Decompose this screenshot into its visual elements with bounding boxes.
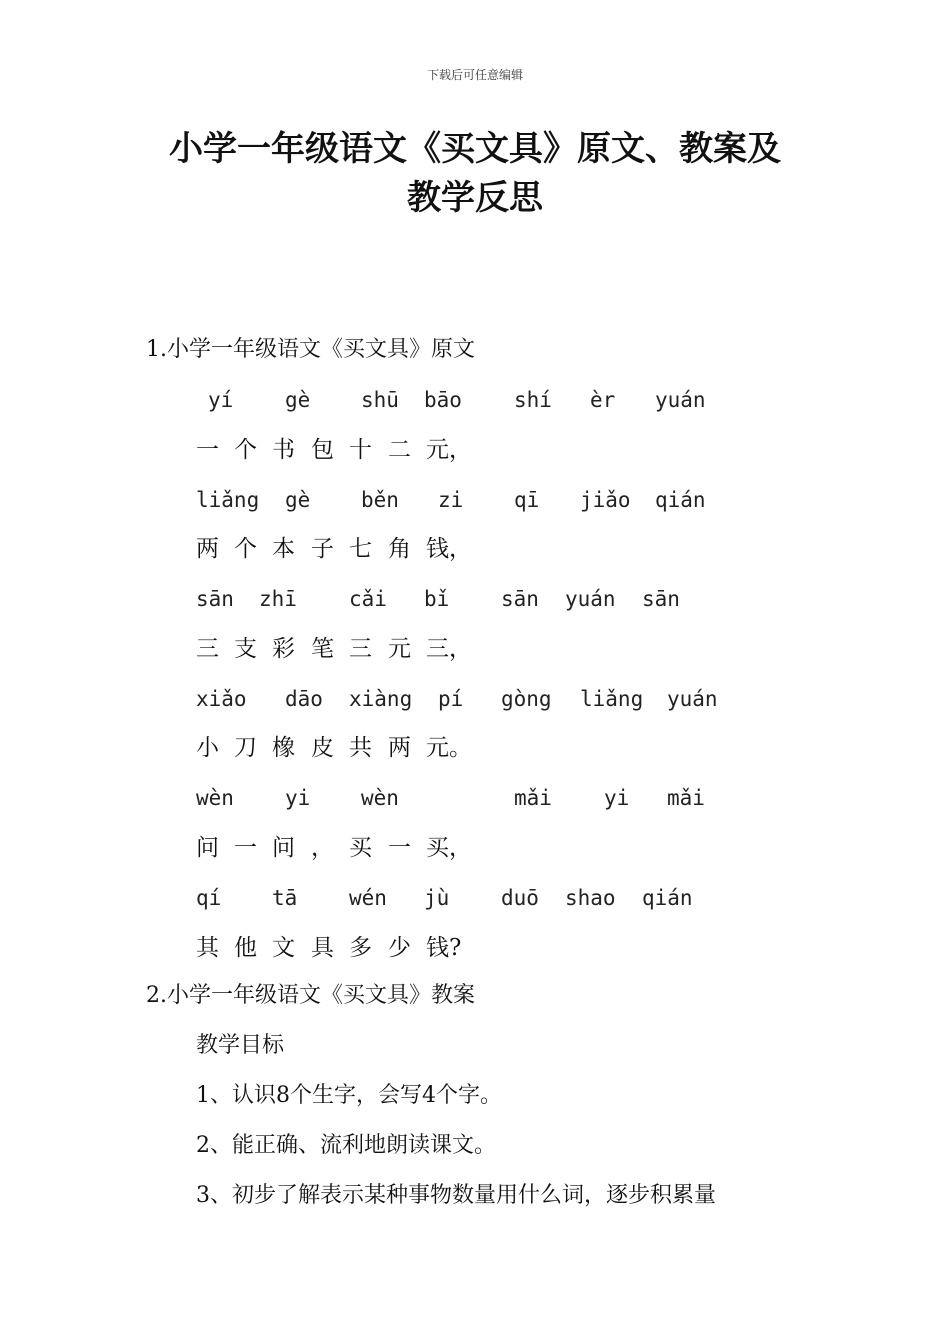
poem-character: 他 [234,935,257,961]
poem-character: 共 [349,735,372,761]
poem-character: 笔 [311,636,334,662]
document-title-line-1: 小学一年级语文《买文具》原文、教案及 [169,129,781,169]
poem-character: 支 [234,636,257,662]
pinyin-syllable: cǎi [349,587,387,611]
poem-character: 一 [234,835,257,861]
pinyin-syllable: wèn [361,786,399,810]
pinyin-syllable: zi [438,488,464,512]
poem-character: 少 [388,935,411,961]
pinyin-syllable: sān [642,587,680,611]
pinyin-syllable: zhī [259,587,297,611]
pinyin-syllable: wén [349,886,387,910]
poem-character: 元。 [426,735,472,761]
pinyin-syllable: èr [590,388,616,412]
pinyin-syllable: gè [285,488,311,512]
pinyin-syllable: shao [565,886,616,910]
goal-item: 1、认识8个生字，会写4个字。 [196,1083,502,1108]
pinyin-syllable: shí [514,388,552,412]
poem-character: 个 [234,437,257,463]
poem-character: 包 [311,437,334,463]
poem-character: 元， [426,437,472,463]
pinyin-syllable: yuán [667,687,718,711]
poem-character: 皮 [311,735,334,761]
document-title-line-2: 教学反思 [407,178,543,218]
poem-character: ， [311,835,334,861]
pinyin-syllable: gè [285,388,311,412]
poem-character: 问 [196,835,219,861]
goal-item: 2、能正确、流利地朗读课文。 [196,1133,496,1158]
pinyin-syllable: qí [196,886,222,910]
poem-character: 三 [349,636,372,662]
poem-character: 个 [234,536,257,562]
section-heading-original-text: 1.小学一年级语文《买文具》原文 [146,337,475,362]
poem-character: 书 [272,437,295,463]
pinyin-syllable: yi [604,786,630,810]
pinyin-syllable: gòng [501,687,552,711]
pinyin-syllable: tā [272,886,298,910]
poem-character: 其 [196,935,219,961]
pinyin-syllable: jiǎo [580,488,631,512]
poem-character: 本 [272,536,295,562]
pinyin-syllable: yi [285,786,311,810]
poem-character: 三， [426,636,472,662]
poem-character: 橡 [272,735,295,761]
pinyin-syllable: sān [196,587,234,611]
pinyin-syllable: liǎng [196,488,260,512]
goal-item: 3、初步了解表示某种事物数量用什么词，逐步积累量 [196,1183,716,1208]
poem-character: 十 [349,437,372,463]
poem-character: 小 [196,735,219,761]
poem-character: 问 [272,835,295,861]
poem-character: 文 [272,935,295,961]
poem-character: 一 [388,835,411,861]
pinyin-syllable: mǎi [514,786,552,810]
poem-character: 三 [196,636,219,662]
pinyin-syllable: qī [514,488,540,512]
pinyin-syllable: qián [655,488,706,512]
pinyin-syllable: sān [501,587,539,611]
pinyin-syllable: liǎng [580,687,644,711]
poem-character: 角 [388,536,411,562]
pinyin-syllable: jù [424,886,450,910]
poem-character: 买， [426,835,472,861]
pinyin-syllable: yuán [565,587,616,611]
pinyin-syllable: wèn [196,786,234,810]
pinyin-syllable: yí [208,388,234,412]
poem-character: 具 [311,935,334,961]
goals-heading: 教学目标 [196,1033,285,1058]
poem-character: 两 [388,735,411,761]
pinyin-syllable: xiǎo [196,687,247,711]
poem-character: 钱， [426,536,472,562]
pinyin-syllable: bǐ [424,587,450,611]
pinyin-syllable: yuán [655,388,706,412]
poem-character: 彩 [272,636,295,662]
pinyin-syllable: qián [642,886,693,910]
pinyin-syllable: mǎi [667,786,705,810]
pinyin-syllable: pí [438,687,464,711]
poem-character: 一 [196,437,219,463]
pinyin-syllable: xiàng [349,687,413,711]
pinyin-syllable: bāo [424,388,462,412]
poem-character: 元 [388,636,411,662]
poem-character: 多 [349,935,372,961]
poem-character: 钱? [426,935,462,961]
pinyin-syllable: dāo [285,687,323,711]
poem-character: 七 [349,536,372,562]
poem-character: 二 [388,437,411,463]
page-header: 下载后可任意编辑 [426,68,523,82]
section-heading-lesson-plan: 2.小学一年级语文《买文具》教案 [146,983,475,1008]
pinyin-syllable: duō [501,886,539,910]
poem-character: 买 [349,835,372,861]
poem-character: 两 [196,536,219,562]
poem-character: 子 [311,536,334,562]
poem-character: 刀 [234,735,257,761]
pinyin-syllable: shū [361,388,399,412]
pinyin-syllable: běn [361,488,399,512]
